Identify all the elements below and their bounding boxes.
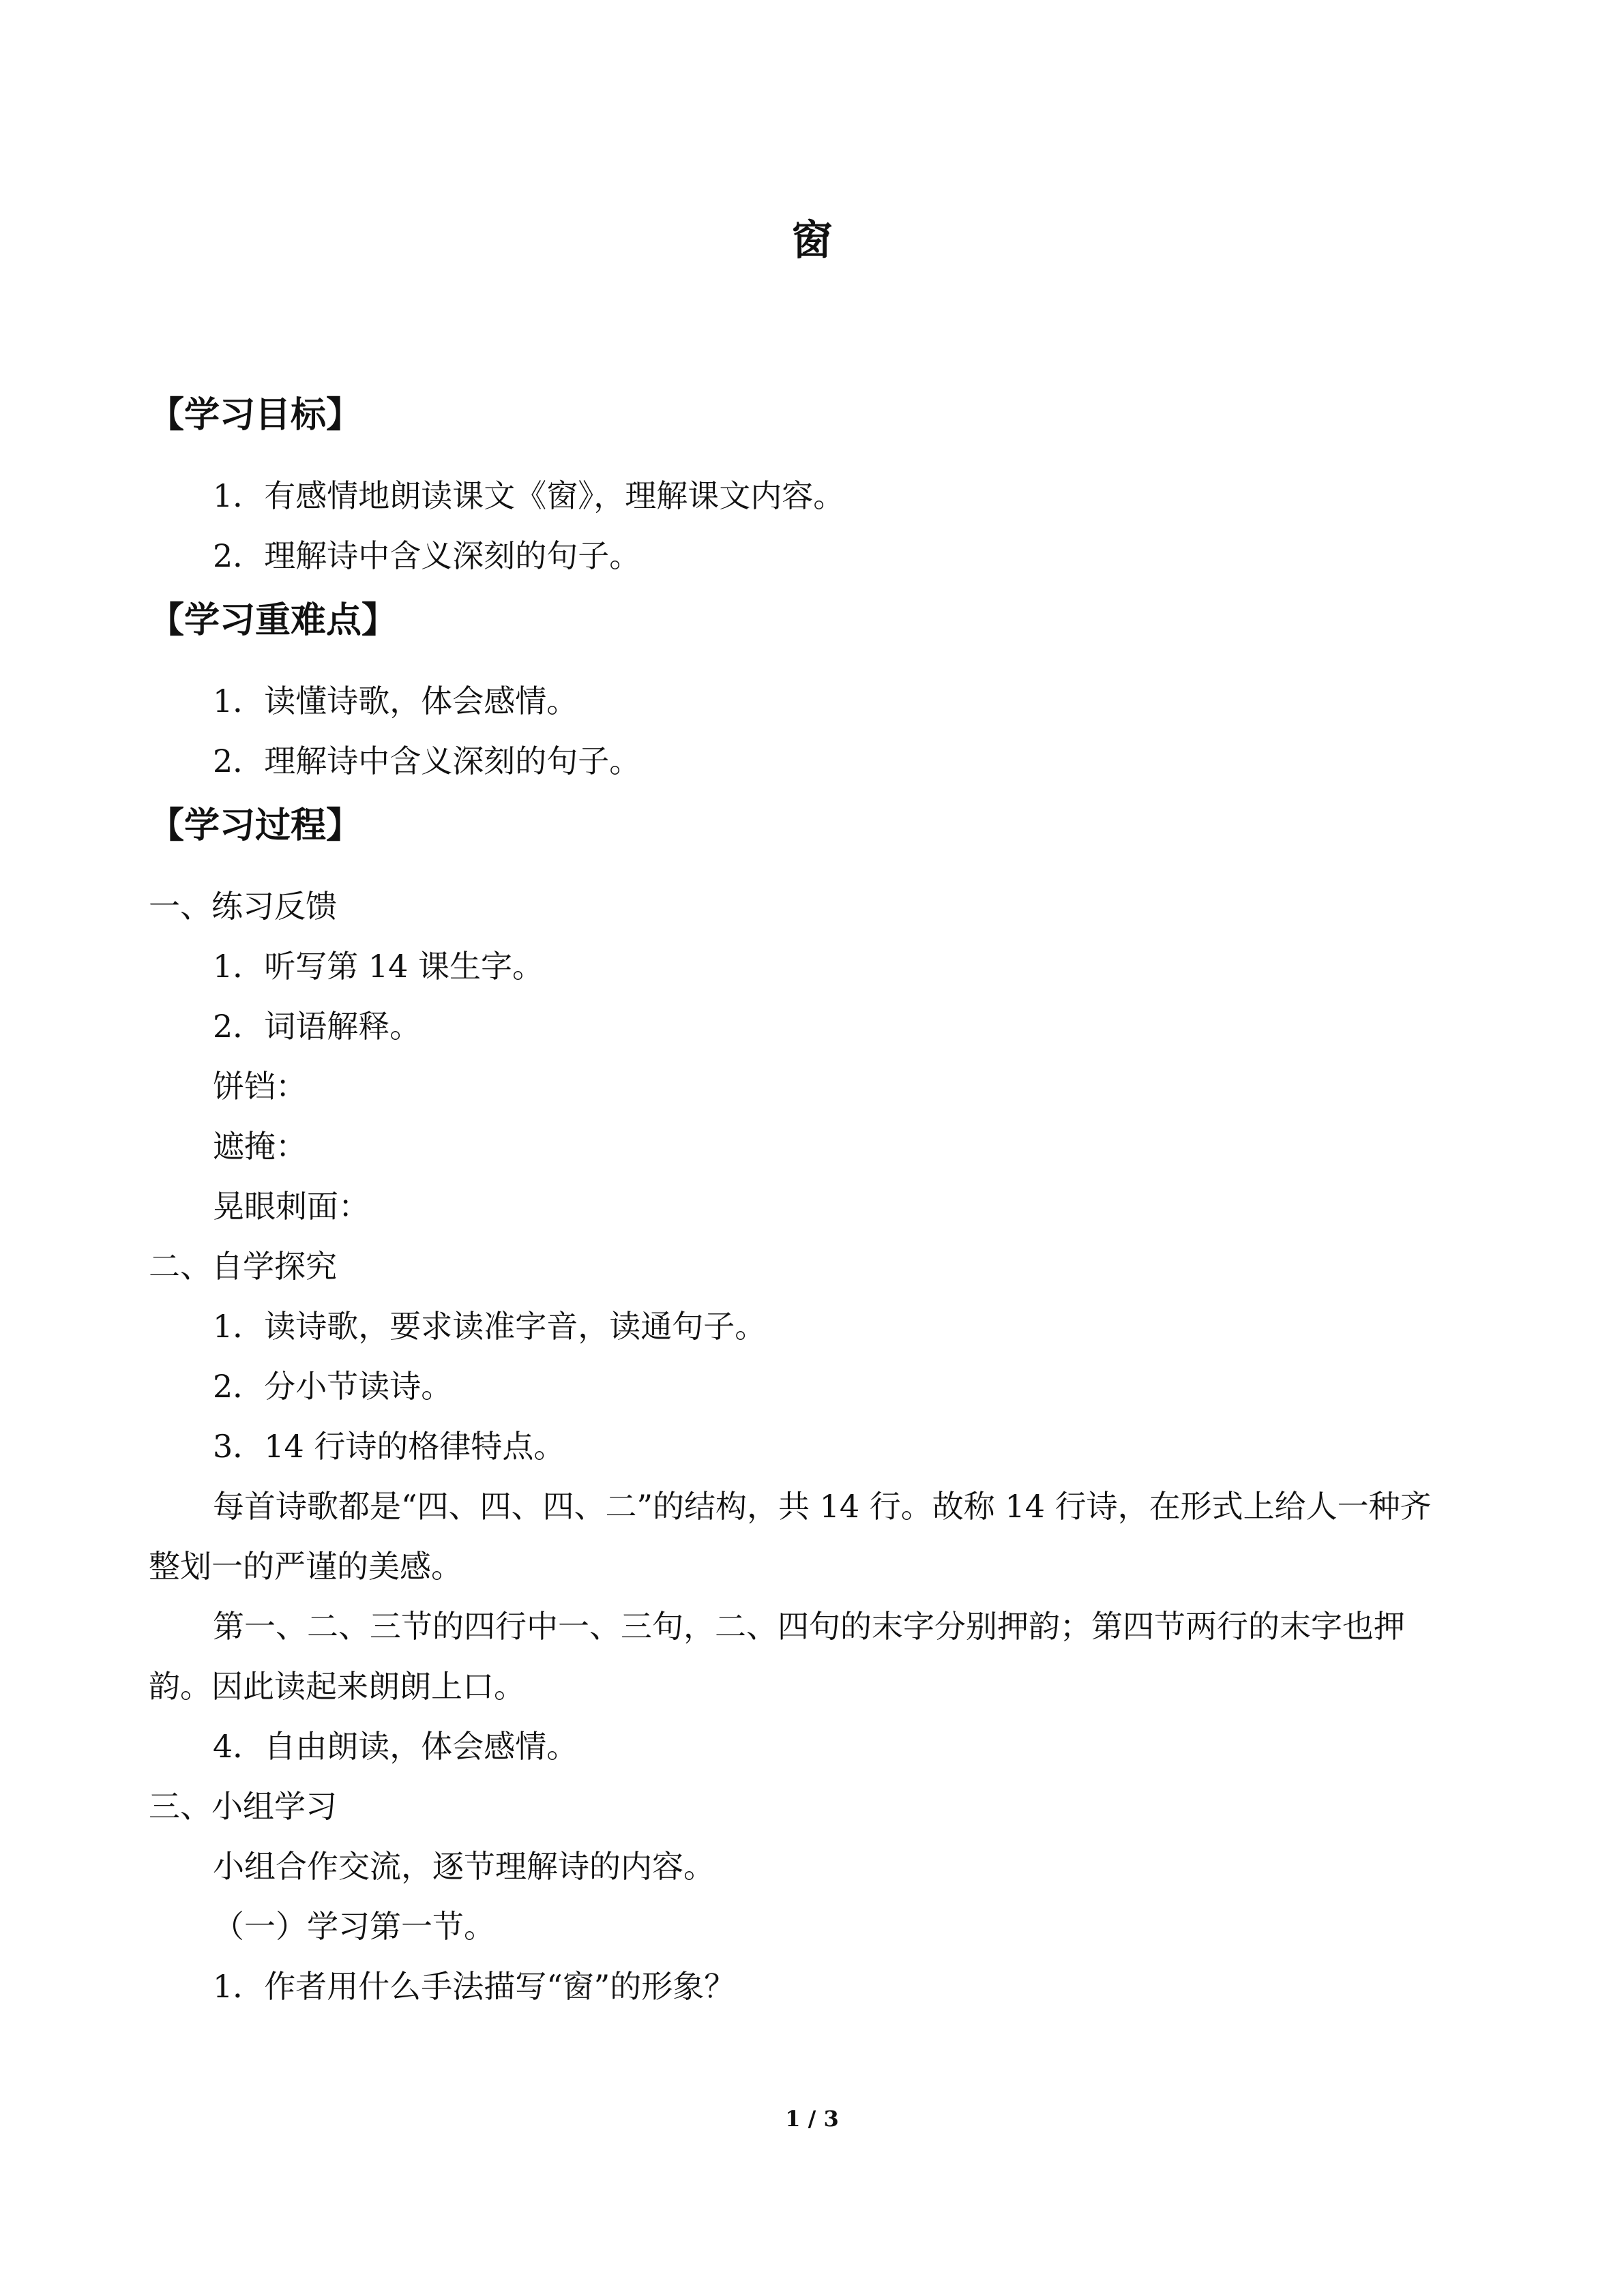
part-item: 1．读诗歌，要求读准字音，读通句子。 [213,1308,767,1345]
key-point-item: 1．读懂诗歌，体会感情。 [213,683,578,719]
part-item: 1．作者用什么手法描写“窗”的形象？ [213,1968,736,2005]
part-item: （一）学习第一节。 [213,1908,495,1945]
key-point-item: 2．理解诗中含义深刻的句子。 [213,743,641,779]
vocab-term: 遮掩： [213,1128,307,1165]
part-item: 2．词语解释。 [213,1008,422,1045]
goal-item: 1．有感情地朗读课文《窗》，理解课文内容。 [213,477,845,514]
vocab-term: 晃眼刺面： [213,1188,370,1225]
vocab-term: 饼铛： [213,1068,307,1105]
part-title: 三、小组学习 [149,1788,337,1825]
part-item: 1．听写第 14 课生字。 [213,948,544,985]
goal-item: 2．理解诗中含义深刻的句子。 [213,537,641,574]
heading-learning-process: 【学习过程】 [149,805,362,846]
page-number: 1 / 3 [785,2106,839,2132]
document-title: 窗 [791,217,833,265]
part-item: 小组合作交流，逐节理解诗的内容。 [213,1848,715,1885]
heading-learning-goals: 【学习目标】 [149,394,362,436]
part-item: 3．14 行诗的格律特点。 [213,1428,565,1465]
paragraph: 每首诗歌都是“四、四、四、二”的结构，共 14 行。故称 14 行诗，在形式上给人一种齐整划一的严谨的美感。 [149,1488,1432,1585]
part-title: 一、练习反馈 [149,888,337,925]
part-title: 二、自学探究 [149,1248,337,1285]
heading-key-points: 【学习重难点】 [149,599,398,641]
paragraph: 第一、二、三节的四行中一、三句，二、四句的末字分别押韵；第四节两行的末字也押韵。因此读起来朗朗上口。 [149,1608,1405,1705]
part-item: 2．分小节读诗。 [213,1368,453,1405]
part-item: 4．自由朗读，体会感情。 [213,1728,578,1765]
